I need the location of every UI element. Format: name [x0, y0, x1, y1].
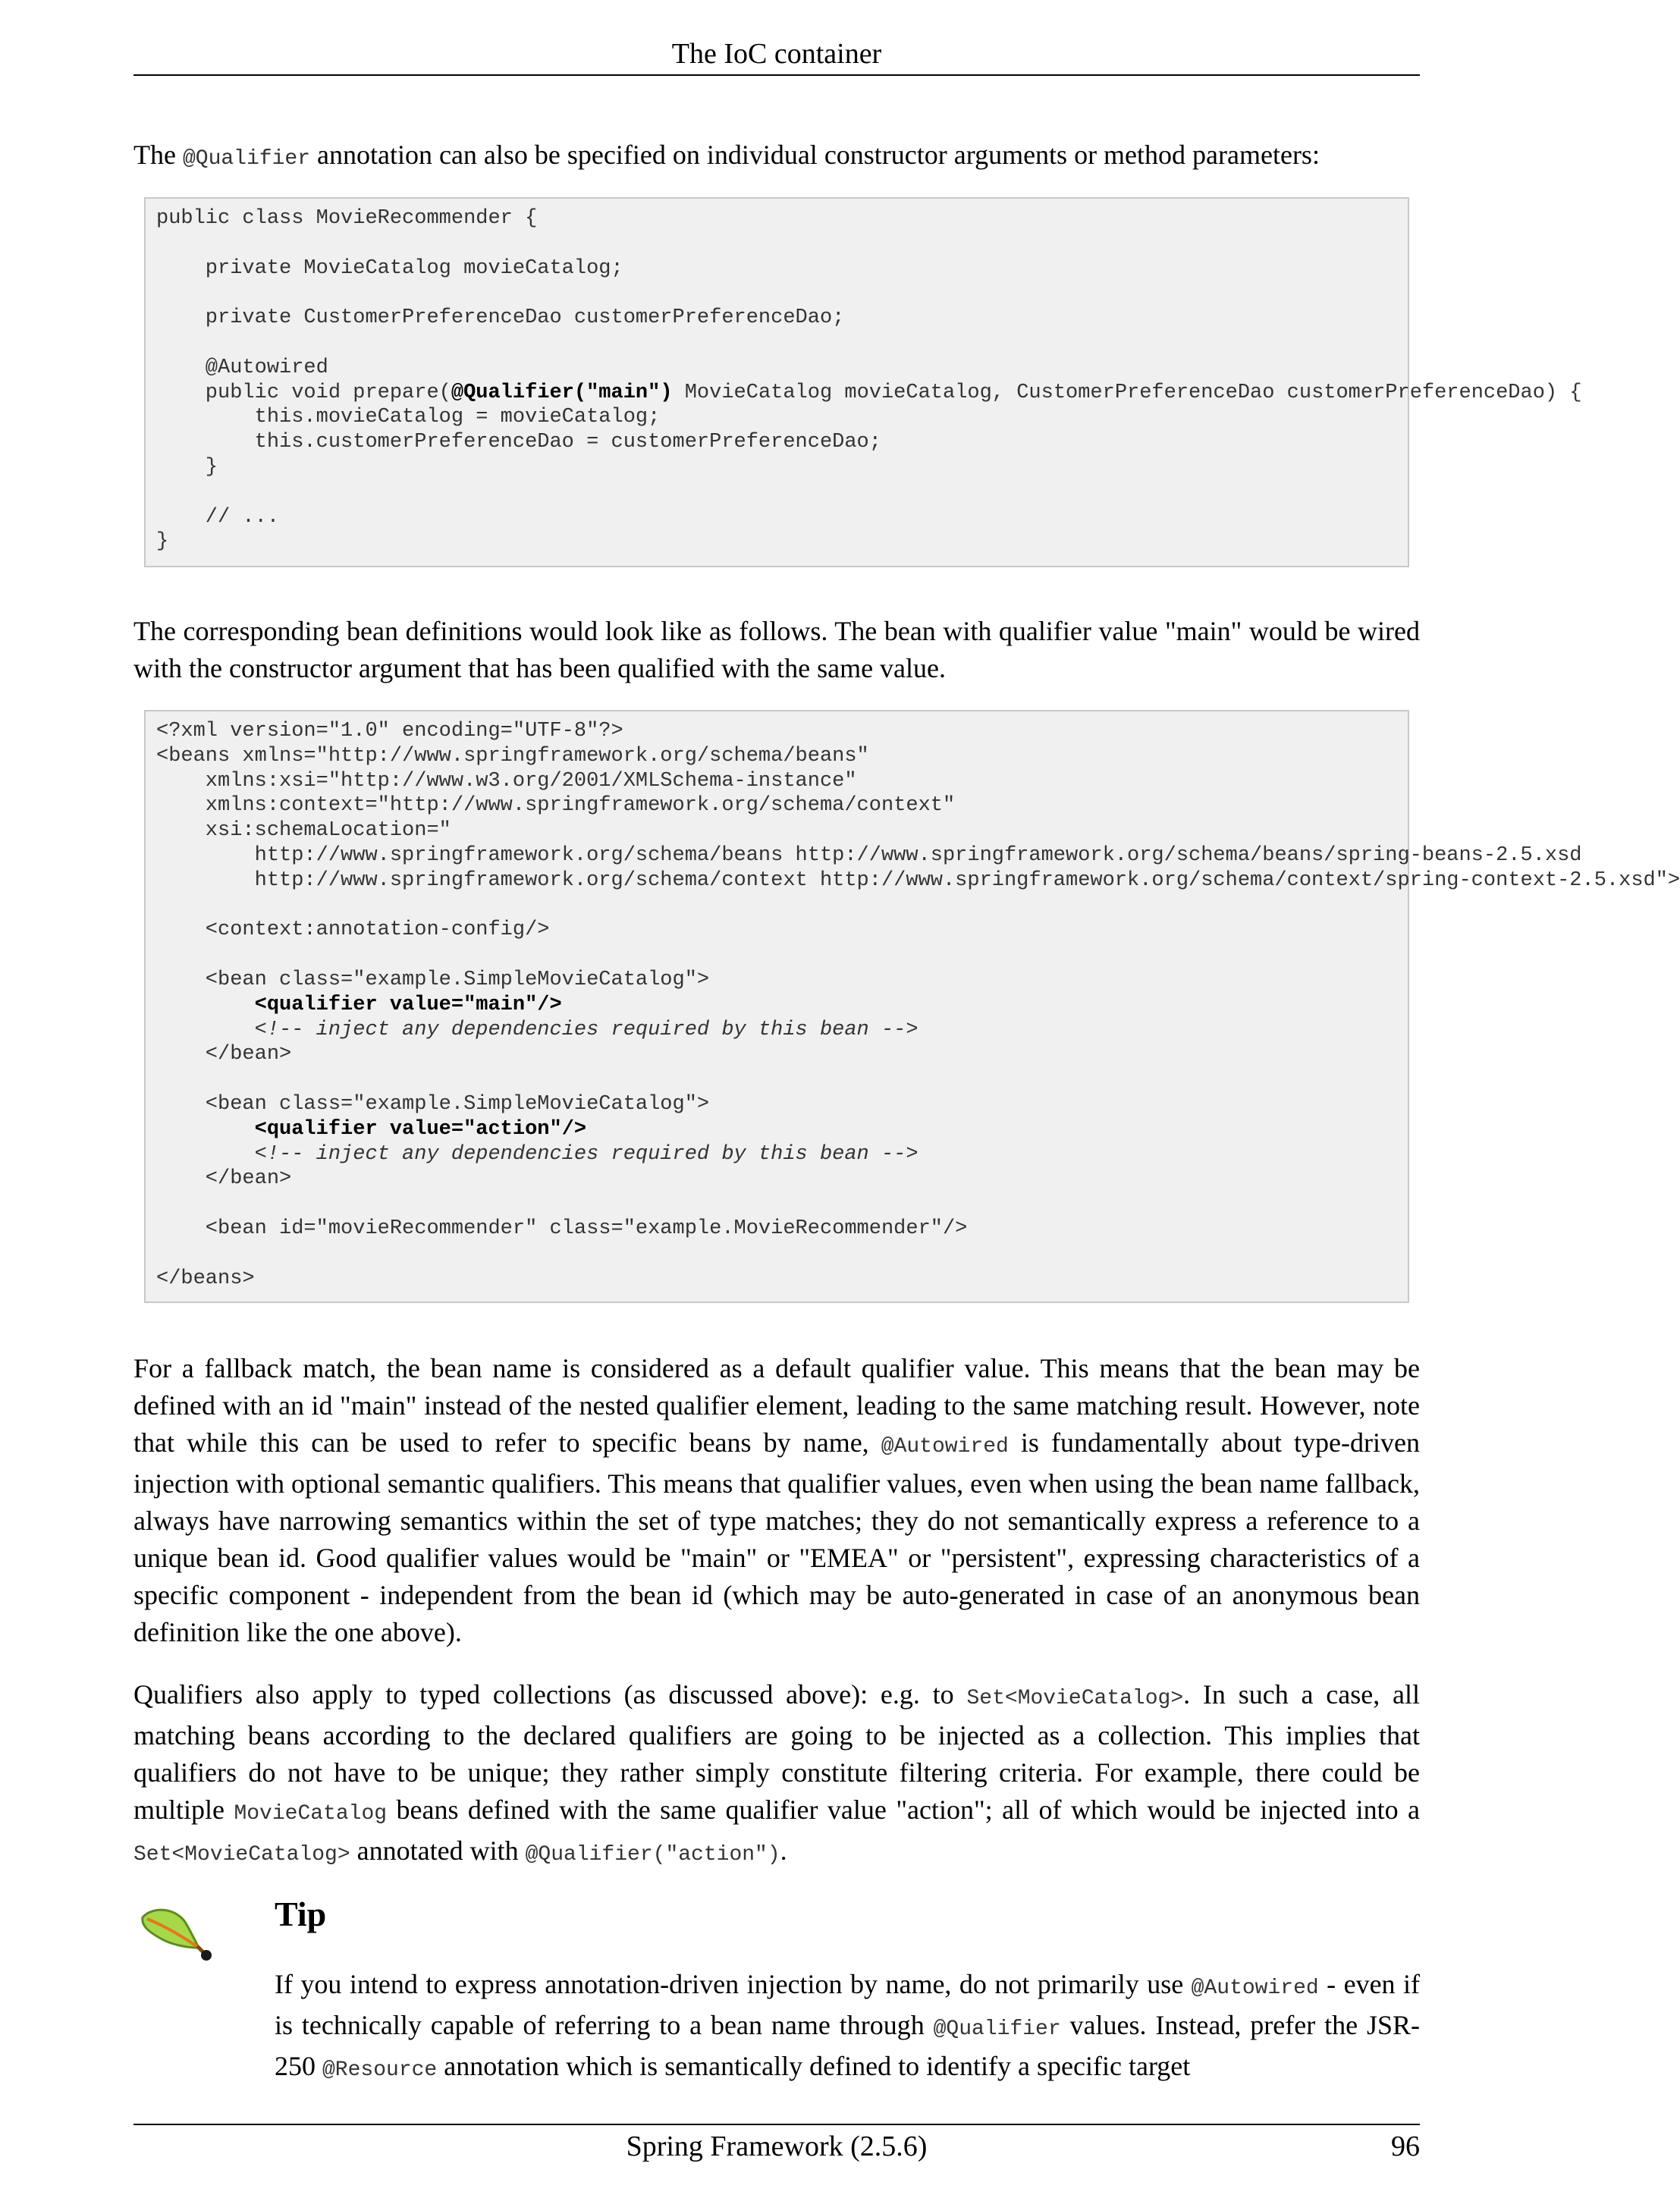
paragraph-text: For a fallback match, the bean name is considered as a default qualifier value. This means that the bean may be defined with an id "main" instead of the nested qualifier element, leading to the same matching result. However, note that while this can be used to refer to specific beans by name,: [133, 1353, 1420, 1458]
paragraph-text: annotated with: [350, 1835, 526, 1866]
code-line: [156, 793, 1408, 818]
code-token: MovieCatalog movieCatalog, CustomerPreferenceDao customerPreferenceDao) {: [672, 381, 1582, 404]
code-listing-java: [144, 197, 1582, 567]
page-number: 96: [1391, 2130, 1420, 2162]
code-line: [156, 529, 1408, 554]
code-line: [156, 1092, 1408, 1117]
code-line: [156, 306, 1408, 331]
code-line: [156, 1192, 1408, 1217]
code-token: </beans>: [156, 1267, 255, 1290]
code-token: private MovieCatalog movieCatalog;: [156, 256, 623, 280]
code-line: [156, 769, 1408, 794]
paragraph-text: . In such a case, all matching beans according to the declared qualifiers are going to be injected as a collection. This implies that qualifiers do not have to be unique; they rather simply constitute filtering criteria. For example, there could be multiple: [133, 1679, 1420, 1825]
code-token: </bean>: [156, 1043, 292, 1066]
inline-code: @Resource: [322, 2058, 438, 2082]
code-line: [156, 993, 1408, 1018]
code-token: this.movieCatalog = movieCatalog;: [156, 406, 661, 429]
code-token: http://www.springframework.org/schema/context http://www.springframework.org/schema/context/spring-context-2.5.xsd">: [156, 868, 1680, 892]
code-listing-xml: [144, 710, 1680, 1303]
code-line: [156, 381, 1582, 406]
intro-text: annotation can also be specified on individual constructor arguments or method parameters:: [310, 140, 1320, 170]
code-line: [156, 918, 1408, 943]
paragraph-text: Qualifiers also apply to typed collections (as discussed above): e.g. to: [133, 1679, 967, 1710]
code-token: xsi:schemaLocation=": [156, 819, 451, 843]
code-line: [156, 231, 1408, 256]
code-token: @Autowired: [156, 356, 328, 379]
paragraph-typed-collections: [133, 1676, 1420, 1873]
code-line: [156, 455, 1408, 480]
leaf-icon: [135, 1902, 214, 1964]
inline-code: Set<MovieCatalog>: [966, 1687, 1184, 1710]
footer-title: Spring Framework (2.5.6): [626, 2130, 928, 2162]
code-line: [156, 1167, 1408, 1192]
paragraph-text: beans defined with the same qualifier value "action"; all of which would be injected into a: [387, 1795, 1421, 1825]
code-line: [156, 1142, 1408, 1167]
inline-code: @Qualifier: [933, 2017, 1061, 2041]
code-line: [156, 356, 1408, 381]
code-token: public void prepare(: [156, 381, 451, 404]
code-line: [156, 1267, 1408, 1292]
code-line: [156, 893, 1408, 918]
document-page: [133, 0, 1680, 2198]
code-line: [156, 405, 1408, 430]
code-line: [156, 1217, 1408, 1242]
code-token: <?xml version="1.0" encoding="UTF-8"?>: [156, 720, 623, 743]
inline-code: @Autowired: [1191, 1977, 1319, 2000]
code-line: [156, 505, 1408, 530]
code-line: [156, 1018, 1408, 1043]
tip-text: - even if is technically capable of referring to a bean name through: [275, 1969, 1420, 2040]
code-token: <bean class="example.SimpleMovieCatalog">: [156, 968, 710, 991]
paragraph-text: is fundamentally about type-driven injection with optional semantic qualifiers. This means that qualifier values, even when using the bean name fallback, always have narrowing semantics within the set of type matches; they do not semantically express a reference to a unique bean id. Good qualifier values would be "main" or "EMEA" or "persistent", expressing characteristics of a specific component - independent from the bean id (which may be auto-generated in case of an anonymous bean definition like the one above).: [133, 1427, 1420, 1647]
code-line: [156, 331, 1408, 356]
code-token: </bean>: [156, 1167, 292, 1191]
code-line: [156, 1042, 1408, 1067]
code-token: }: [156, 455, 218, 479]
code-line: [156, 818, 1408, 843]
code-block: [146, 199, 1582, 554]
code-block: [146, 711, 1680, 1291]
code-token: }: [156, 530, 169, 554]
code-token: <bean id="movieRecommender" class="example.MovieRecommender"/>: [156, 1217, 968, 1240]
header-title: The IoC container: [671, 38, 882, 70]
intro-paragraph: [133, 137, 1420, 177]
code-token: xmlns:context="http://www.springframework.org/schema/context": [156, 794, 956, 818]
code-token: xmlns:xsi="http://www.w3.org/2001/XMLSchema-instance": [156, 769, 857, 793]
code-token: http://www.springframework.org/schema/beans http://www.springframework.org/schema/beans/spring-beans-2.5.xsd: [156, 843, 1582, 867]
code-line: [156, 868, 1680, 893]
code-token: [156, 1118, 255, 1141]
paragraph-bean-definitions: The corresponding bean definitions would look like as follows. The bean with qualifier value "main" would be wired with the constructor argument that has been qualified with the same value.: [133, 616, 1420, 683]
inline-code: @Autowired: [881, 1435, 1009, 1459]
inline-code: MovieCatalog: [234, 1802, 388, 1826]
code-line: [156, 968, 1408, 993]
inline-code: Set<MovieCatalog>: [133, 1843, 350, 1867]
paragraph-fallback-match: [133, 1350, 1420, 1651]
code-line: [156, 430, 1408, 455]
paragraph-text: .: [780, 1835, 787, 1866]
running-header: [133, 33, 1420, 76]
tip-text: If you intend to express annotation-driven injection by name, do not primarily use: [275, 1969, 1192, 1999]
tip-text: annotation which is semantically defined to identify a specific target: [437, 2051, 1191, 2081]
code-line: [156, 1117, 1408, 1142]
code-line: [156, 1067, 1408, 1092]
code-token: <!-- inject any dependencies required by this bean -->: [254, 1018, 919, 1041]
code-token: [156, 1143, 255, 1166]
code-line: [156, 719, 1408, 744]
inline-code: @Qualifier("action"): [525, 1843, 780, 1867]
code-token: public class MovieRecommender {: [156, 207, 538, 230]
code-line: [156, 480, 1408, 505]
code-token: <qualifier value="action"/>: [254, 1117, 587, 1141]
code-line: [156, 281, 1408, 306]
code-token: <context:annotation-config/>: [156, 918, 550, 942]
tip-paragraph: [275, 1966, 1420, 2089]
code-token: <qualifier value="main"/>: [254, 993, 562, 1016]
code-token: <bean class="example.SimpleMovieCatalog">: [156, 1092, 710, 1116]
code-line: [156, 744, 1408, 769]
code-token: @Qualifier("main"): [451, 381, 673, 404]
code-token: <!-- inject any dependencies required by this bean -->: [254, 1142, 919, 1166]
tip-title: Tip: [275, 1895, 327, 1933]
code-line: [156, 943, 1408, 968]
code-line: [156, 843, 1582, 868]
inline-code: @Qualifier: [182, 147, 310, 171]
code-line: [156, 206, 1408, 231]
code-token: <beans xmlns="http://www.springframework.org/schema/beans": [156, 744, 869, 768]
running-footer: [133, 2124, 1420, 2168]
code-token: // ...: [156, 505, 280, 529]
code-line: [156, 1242, 1408, 1267]
code-token: private CustomerPreferenceDao customerPreferenceDao;: [156, 306, 845, 330]
code-token: this.customerPreferenceDao = customerPreferenceDao;: [156, 431, 881, 454]
intro-text: The: [133, 140, 183, 170]
code-line: [156, 256, 1408, 281]
tip-text: values. Instead, prefer the JSR-250: [275, 2010, 1421, 2081]
code-token: [156, 1019, 255, 1041]
code-token: [156, 994, 255, 1016]
